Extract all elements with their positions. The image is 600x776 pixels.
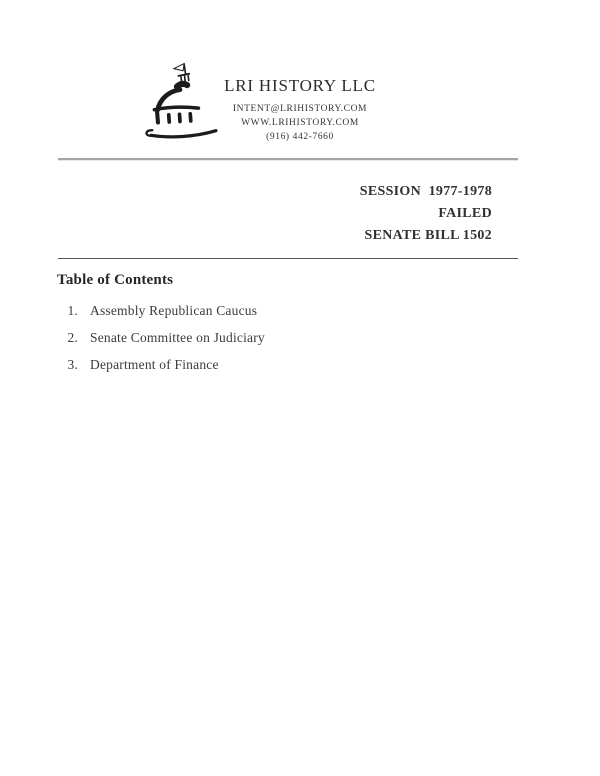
divider-top xyxy=(58,158,518,161)
toc-list xyxy=(58,297,498,378)
toc-item xyxy=(58,351,498,378)
toc-item-label: Senate Committee on Judiciary xyxy=(90,329,265,345)
toc-item-label: Department of Finance xyxy=(90,356,219,372)
divider-bottom xyxy=(58,258,518,259)
toc-item-number: 1. xyxy=(67,302,78,318)
company-name: LRI HISTORY LLC xyxy=(224,76,376,95)
toc-item xyxy=(58,297,498,324)
session-block xyxy=(360,181,492,247)
toc-item-number: 3. xyxy=(67,356,78,372)
session-label: SESSION 1977-1978 xyxy=(359,184,492,199)
letterhead xyxy=(0,76,600,144)
website-text: WWW.LRIHISTORY.COM xyxy=(241,118,359,128)
toc-item xyxy=(58,324,498,351)
bill-label: SENATE BILL 1502 xyxy=(364,228,492,243)
toc-item-number: 2. xyxy=(67,329,78,345)
toc-item-label: Assembly Republican Caucus xyxy=(90,302,258,318)
email-text: INTENT@LRIHISTORY.COM xyxy=(232,104,368,114)
phone-text: (916) 442-7660 xyxy=(266,132,334,142)
status-label: FAILED xyxy=(438,206,492,221)
toc-title: Table of Contents xyxy=(57,272,174,288)
